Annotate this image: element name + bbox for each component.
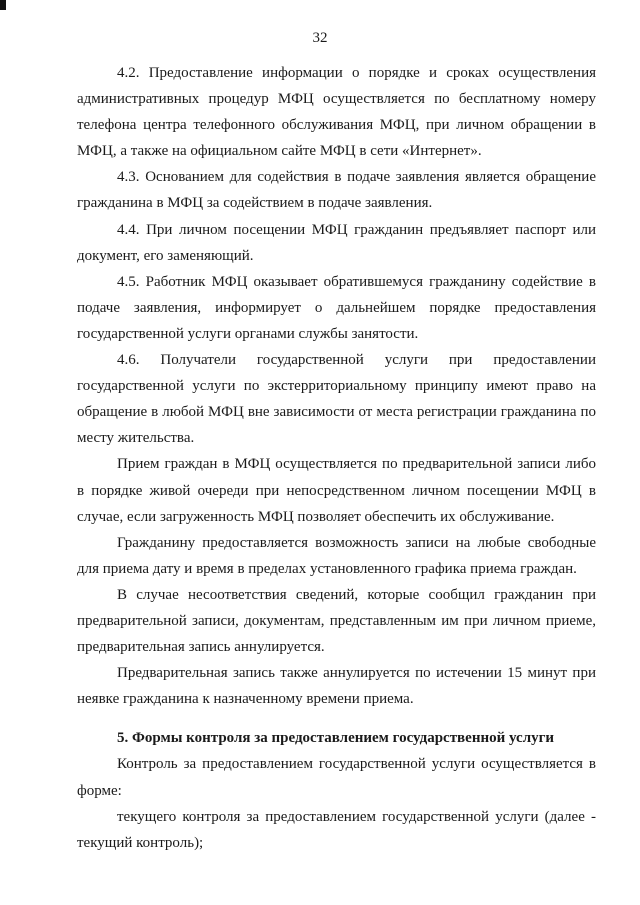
- document-body: [77, 60, 596, 856]
- section-5-item-1: текущего контроля за предоставлением государственной услуги (далее - текущий контроль);: [77, 808, 596, 851]
- paragraph-4-5: 4.5. Работник МФЦ оказывает обратившемуся гражданину содействие в подаче заявления, информирует о дальнейшем порядке предоставления государственной услуги органами службы занятости.: [77, 273, 596, 342]
- paragraph-4-6: 4.6. Получатели государственной услуги при предоставлении государственной услуги по экстерриториальному принципу имеют право на обращение в любой МФЦ вне зависимости от места регистрации гражданина по месту жительства.: [77, 352, 596, 447]
- paragraph-booking: Гражданину предоставляется возможность записи на любые свободные для приема дату и время в пределах установленного графика приема граждан.: [77, 534, 596, 577]
- section-5-heading: 5. Формы контроля за предоставлением государственной услуги: [117, 730, 555, 747]
- section-5-intro: Контроль за предоставлением государственной услуги осуществляется в форме:: [77, 756, 596, 799]
- paragraph-reception: Прием граждан в МФЦ осуществляется по предварительной записи либо в порядке живой очереди при непосредственном личном посещении МФЦ в случае, если загруженность МФЦ позволяет обеспечить их обслуживание.: [77, 456, 596, 525]
- paragraph-4-2: 4.2. Предоставление информации о порядке и сроках осуществления административных процедур МФЦ осуществляется по бесплатному номеру телефона центра телефонного обслуживания МФЦ, при личном обращении в МФЦ, а также на официальном сайте МФЦ в сети «Интернет».: [77, 65, 596, 160]
- paragraph-4-3: 4.3. Основанием для содействия в подаче заявления является обращение гражданина в МФЦ за содействием в подаче заявления.: [77, 169, 596, 212]
- paragraph-cancel: Предварительная запись также аннулируется по истечении 15 минут при неявке гражданина к назначенному времени приема.: [77, 665, 596, 708]
- page-number: 32: [312, 30, 328, 46]
- paragraph-mismatch: В случае несоответствия сведений, которые сообщил гражданин при предварительной записи, документам, представленным им при личном приеме, предварительная запись аннулируется.: [77, 586, 596, 656]
- scan-corner-mark: [0, 0, 6, 10]
- paragraph-4-4: 4.4. При личном посещении МФЦ гражданин предъявляет паспорт или документ, его заменяющий.: [77, 221, 596, 264]
